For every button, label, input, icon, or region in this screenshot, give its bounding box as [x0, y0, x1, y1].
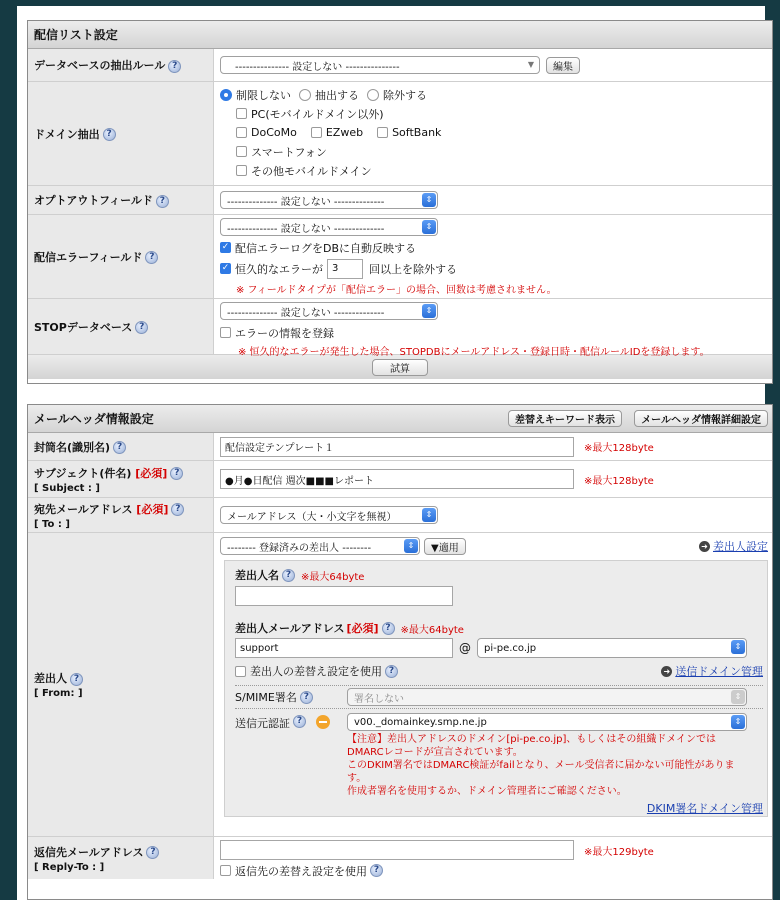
help-icon[interactable]: ? [171, 503, 184, 516]
delivery-panel-title: 配信リスト設定 [28, 21, 772, 49]
radio-exclude[interactable] [367, 89, 379, 101]
content-frame [17, 6, 768, 900]
dropdown-arrow-icon: ⇕ [422, 304, 436, 318]
test-calc-button[interactable]: 試算 [372, 359, 428, 376]
error-field-note: ※ フィールドタイプが「配信エラー」の場合、回数は考慮されません。 [236, 285, 557, 296]
help-icon[interactable]: ? [282, 569, 295, 582]
dropdown-arrow-icon: ⇕ [731, 690, 745, 704]
edit-button[interactable]: 編集 [546, 57, 580, 74]
checkbox-pc[interactable] [236, 108, 247, 119]
send-domain-mgmt-link[interactable]: 送信ドメイン管理 [675, 665, 763, 678]
checkbox-error-auto-reflect[interactable]: ✓ [221, 242, 230, 252]
help-icon[interactable]: ? [103, 128, 116, 141]
mail-header-title: メールヘッダ情報設定 差替えキーワード表示 メールヘッダ情報詳細設定 [28, 405, 772, 433]
help-icon[interactable]: ? [293, 715, 306, 728]
checkbox-softbank[interactable] [377, 127, 388, 138]
help-icon[interactable]: ? [156, 195, 169, 208]
sender-settings-link[interactable]: 差出人設定 [713, 540, 768, 553]
help-icon[interactable]: ? [170, 467, 183, 480]
subject-label: サブジェクト(件名) [必須] ? [ Subject : ] [28, 461, 214, 497]
checkbox-sender-replace[interactable] [235, 666, 246, 677]
stop-db-select[interactable]: -------------- 設定しない -------------- ⇕ [220, 302, 438, 320]
from-label: 差出人 ? [ From: ] [28, 533, 214, 836]
help-icon[interactable]: ? [145, 251, 158, 264]
db-rule-select[interactable]: --------------- 設定しない --------------- ▼ [220, 56, 540, 74]
help-icon[interactable]: ? [70, 673, 83, 686]
dmarc-note-2: このDKIM署名ではDMARC検証がfailとなり、メール受信者に届かない可能性があります。 [347, 760, 735, 784]
sender-domain-select[interactable]: pi-pe.co.jp ⇕ [477, 638, 747, 658]
optout-field-label: オプトアウトフィールド ? [28, 186, 214, 214]
smime-label: S/MIME署名 ? [235, 689, 347, 705]
radio-no-limit[interactable] [220, 89, 232, 101]
dmarc-note-1: 【注意】差出人アドレスのドメイン[pi-pe.co.jp]、もしくはその組織ドメインではDMARCレコードが宣言されています。 [347, 734, 717, 758]
to-address-label: 宛先メールアドレス [必須] ? [ To : ] [28, 498, 214, 532]
envelope-max-note: ※最大128byte [584, 443, 654, 454]
dmarc-note-3: 作成者署名を使用するか、ドメイン管理者にご確認ください。 [347, 786, 627, 797]
test-bar [28, 355, 772, 379]
dropdown-arrow-icon: ⇕ [422, 193, 436, 207]
optout-field-select[interactable]: -------------- 設定しない -------------- ⇕ [220, 191, 438, 209]
show-keywords-button[interactable]: 差替えキーワード表示 [508, 410, 622, 427]
auth-select[interactable]: v00._domainkey.smp.ne.jp ⇕ [347, 713, 747, 731]
envelope-name-input[interactable]: 配信設定テンプレート１ [220, 437, 574, 457]
mail-header-panel: メールヘッダ情報設定 差替えキーワード表示 メールヘッダ情報詳細設定 封筒名(識別名) ? 配信設定テンプレート１ ※最大128byte サブジェクト(件名) [必須] ? [ Subject : ] ●月●日配信 週次■■■レポート ※最大128byte 宛先メールアドレス [必須] ? [ To : ] メールアドレス（大・小文字を無視） ⇕ 差出人 ? [ From: ] -------- 登録済みの差出人 -------- ⇕ ▼適用 ➜ 差出人設定 差出人名 ? ※最大64byte 差出人メールアドレス [必須] ? ※最大64byte support @ pi-pe.co.jp ⇕ 差出人の差替え設定を使用 ? ➜ 送信ドメイン管理 S/MIME署名 ? 署名しない ⇕ 送信元認証 ? v00._domainkey.smp.ne.jp ⇕ 【注意】差出人アドレスのドメイン[pi-pe.co.jp]、もしくはその組織ドメインではDMARCレコードが宣言されています。 このDKIM署名ではDMARC検証がfailとなり、メール受信者に届かない可能性があります。 作成者署名を使用するか、ドメイン管理者にご確認ください。 DKIM署名ドメイン管理 返信先メールアドレス ? [ Reply-To : ] ※最大129byte 返信先の差替え設定を使用 ? [27, 404, 773, 900]
checkbox-permanent-error[interactable]: ✓ [221, 263, 230, 273]
delivery-settings-panel: 配信リスト設定 データベースの抽出ルール ? --------------- 設定しない --------------- ▼ 編集 ドメイン抽出 ? 制限しない 抽出する 除外する PC(モバイルドメイン以外) DoCoMo EZweb SoftBank スマートフォン その他モバイルドメイン オプトアウトフィールド ? -------------- 設定しない -------------- ⇕ 配信エラーフィールド ? -------------- 設定しない -------------- ⇕ ✓ 配信エラーログをDBに自動反映する ✓ 恒久的なエラーが 3 回以上を除外する ※ フィールドタイプが「配信エラー」の場合、回数は考慮されません。 STOPデータベース ? -------------- 設定しない -------------- ⇕ エラーの情報を登録 ※ 恒久的なエラーが発生した場合、STOPDBにメールアドレス・登録日時・配信ルールIDを登録します。 試算 [27, 20, 773, 384]
stop-db-label: STOPデータベース ? [28, 299, 214, 354]
apply-sender-button[interactable]: ▼適用 [424, 538, 466, 555]
to-address-select[interactable]: メールアドレス（大・小文字を無視） ⇕ [220, 506, 438, 524]
subject-input[interactable]: ●月●日配信 週次■■■レポート [220, 469, 574, 489]
help-icon[interactable]: ? [370, 864, 383, 877]
help-icon[interactable]: ? [300, 691, 313, 704]
help-icon[interactable]: ? [113, 441, 126, 454]
checkbox-stop-register[interactable] [220, 327, 231, 338]
error-field-label: 配信エラーフィールド ? [28, 215, 214, 298]
help-icon[interactable]: ? [168, 60, 181, 73]
sender-name-label: 差出人名 ? ※最大64byte [235, 569, 365, 583]
domain-extract-label: ドメイン抽出 ? [28, 82, 214, 185]
sender-detail-box: 差出人名 ? ※最大64byte 差出人メールアドレス [必須] ? ※最大64byte support @ pi-pe.co.jp ⇕ 差出人の差替え設定を使用 ? ➜ 送信ドメイン管理 S/MIME署名 ? 署名しない ⇕ 送信元認証 ? v00._domainkey.smp.ne.jp ⇕ 【注意】差出人アドレスのドメイン[pi-pe.co.jp]、もしくはその組織ドメインではDMARCレコードが宣言されています。 このDKIM署名ではDMARC検証がfailとなり、メール受信者に届かない可能性があります。 作成者署名を使用するか、ドメイン管理者にご確認ください。 DKIM署名ドメイン管理 [224, 560, 768, 817]
sender-name-input[interactable] [235, 586, 453, 606]
checkbox-ezweb[interactable] [311, 127, 322, 138]
checkbox-reply-replace[interactable] [220, 865, 231, 876]
sender-address-label: 差出人メールアドレス [必須] ? ※最大64byte [235, 622, 464, 636]
dkim-domain-mgmt-link[interactable]: DKIM署名ドメイン管理 [646, 802, 763, 815]
help-icon[interactable]: ? [146, 846, 159, 859]
subject-max-note: ※最大128byte [584, 475, 654, 487]
checkbox-other-mobile[interactable] [236, 165, 247, 176]
sender-local-input[interactable]: support [235, 638, 453, 658]
reply-to-label: 返信先メールアドレス ? [ Reply-To : ] [28, 837, 214, 879]
help-icon[interactable]: ? [385, 665, 398, 678]
help-icon[interactable]: ? [382, 622, 395, 635]
dropdown-arrow-icon: ▼ [527, 60, 535, 69]
go-arrow-icon: ➜ [699, 541, 710, 552]
registered-sender-select[interactable]: -------- 登録済みの差出人 -------- ⇕ [220, 537, 420, 555]
error-field-select[interactable]: -------------- 設定しない -------------- ⇕ [220, 218, 438, 236]
db-rule-label: データベースの抽出ルール ? [28, 49, 214, 81]
go-arrow-icon: ➜ [661, 666, 672, 677]
error-count-input[interactable]: 3 [327, 259, 363, 279]
header-detail-button[interactable]: メールヘッダ情報詳細設定 [634, 410, 768, 427]
help-icon[interactable]: ? [135, 321, 148, 334]
checkbox-smartphone[interactable] [236, 146, 247, 157]
radio-extract[interactable] [299, 89, 311, 101]
dropdown-arrow-icon: ⇕ [422, 220, 436, 234]
reply-to-input[interactable] [220, 840, 574, 860]
dropdown-arrow-icon: ⇕ [731, 640, 745, 654]
stop-db-note: ※ 恒久的なエラーが発生した場合、STOPDBにメールアドレス・登録日時・配信ルールIDを登録します。 [238, 347, 710, 358]
dropdown-arrow-icon: ⇕ [731, 715, 745, 729]
auth-label: 送信元認証 ? [235, 713, 347, 798]
checkbox-docomo[interactable] [236, 127, 247, 138]
warning-icon [316, 715, 330, 729]
smime-select[interactable]: 署名しない ⇕ [347, 688, 747, 706]
at-sign: @ [459, 641, 471, 655]
reply-to-max-note: ※最大129byte [584, 846, 654, 858]
dropdown-arrow-icon: ⇕ [422, 508, 436, 522]
dropdown-arrow-icon: ⇕ [404, 539, 418, 553]
envelope-name-label: 封筒名(識別名) ? [28, 433, 214, 460]
